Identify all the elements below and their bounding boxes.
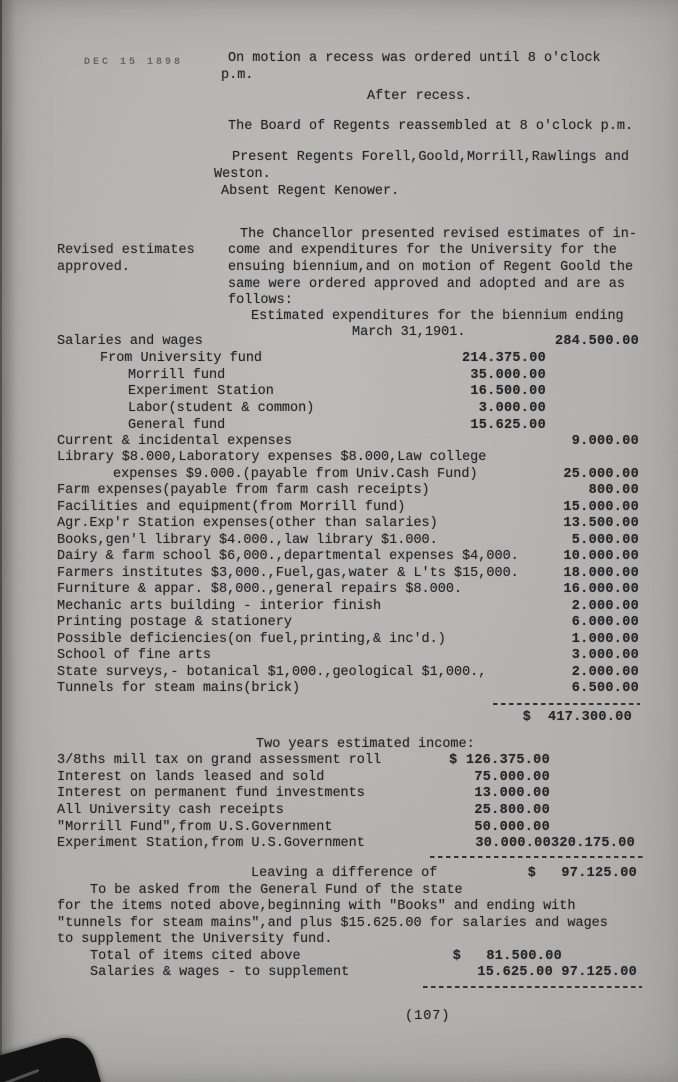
text-line: Weston. bbox=[214, 167, 271, 182]
amount: 16.500.00 bbox=[470, 384, 546, 399]
text-line: Books,gen'l library $4.000.,law library $1.000. bbox=[57, 533, 438, 548]
dashed-rule bbox=[423, 986, 642, 988]
text-line: Morrill fund bbox=[128, 368, 226, 383]
text-line: March 31,1901. bbox=[352, 325, 466, 340]
amount: 13.000.00 bbox=[474, 786, 550, 801]
amount: 800.00 bbox=[588, 483, 639, 498]
amount: 75.000.00 bbox=[474, 770, 550, 785]
dashed-rule bbox=[493, 703, 640, 705]
text-line: Farm expenses(payable from farm cash receipts) bbox=[57, 483, 430, 498]
text-line: From University fund bbox=[100, 351, 263, 366]
text-line: Salaries & wages - to supplement bbox=[90, 965, 350, 980]
text-line: "Morrill Fund",from U.S.Government bbox=[57, 820, 333, 835]
text-line: 3/8ths mill tax on grand assessment roll bbox=[57, 753, 382, 768]
amount: 25.800.00 bbox=[474, 803, 550, 818]
text-line: Possible deficiencies(on fuel,printing,& inc'd.) bbox=[57, 632, 446, 647]
amount: 30.000.00320.175.00 bbox=[475, 836, 635, 851]
text-line: General fund bbox=[128, 418, 226, 433]
amount: 5.000.00 bbox=[571, 533, 639, 548]
text-line: Printing postage & stationery bbox=[57, 615, 292, 630]
text-line: p.m. bbox=[221, 68, 254, 83]
text-line: State surveys,- botanical $1,000.,geological $1,000., bbox=[57, 665, 487, 680]
amount: 2.000.00 bbox=[571, 665, 639, 680]
text-line: Tunnels for steam mains(brick) bbox=[57, 681, 301, 696]
amount: 6.000.00 bbox=[571, 615, 639, 630]
amount: 9.000.00 bbox=[571, 434, 639, 449]
amount: 2.000.00 bbox=[571, 599, 639, 614]
amount: 25.000.00 bbox=[563, 467, 639, 482]
text-line: Interest on lands leased and sold bbox=[57, 770, 325, 785]
text-line: expenses $9.000.(payable from Univ.Cash Fund) bbox=[113, 467, 478, 482]
amount: 18.000.00 bbox=[563, 566, 639, 581]
text-line: To be asked from the General Fund of the state bbox=[90, 883, 463, 898]
amount: 15.000.00 bbox=[563, 500, 639, 515]
text-line: come and expenditures for the University for the bbox=[228, 243, 617, 258]
text-line: Farmers institutes $3,000.,Fuel,gas,water & L'ts $15,000. bbox=[57, 566, 519, 581]
amount: $ 126.375.00 bbox=[449, 753, 550, 768]
total-amount: $ 81.500.00 bbox=[452, 949, 562, 964]
dashed-rule bbox=[430, 856, 643, 858]
amount: 13.500.00 bbox=[563, 516, 639, 531]
text-line: Present Regents Forell,Goold,Morrill,Rawlings and bbox=[232, 150, 629, 165]
amount: 6.500.00 bbox=[571, 681, 639, 696]
text-line: Experiment Station bbox=[128, 384, 274, 399]
text-line: Interest on permanent fund investments bbox=[57, 786, 365, 801]
text-line: for the items noted above,beginning with "Books" and ending with bbox=[57, 899, 576, 914]
text-line: The Board of Regents reassembled at 8 o'clock p.m. bbox=[228, 119, 634, 134]
text-line: Furniture & appar. $8,000.,general repairs $8.000. bbox=[57, 582, 463, 597]
amount: 3.000.00 bbox=[571, 648, 639, 663]
amount: 35.000.00 bbox=[470, 368, 546, 383]
text-line: After recess. bbox=[367, 89, 473, 104]
text-line: same were ordered approved and adopted and are as bbox=[228, 277, 625, 292]
scan-edge-shadow bbox=[0, 0, 16, 1082]
text-line: ensuing biennium,and on motion of Regent Goold the bbox=[228, 260, 634, 275]
text-line: Absent Regent Kenower. bbox=[221, 184, 400, 199]
text-line: Total of items cited above bbox=[90, 949, 301, 964]
text-line: Salaries and wages bbox=[57, 334, 203, 349]
amount: 16.000.00 bbox=[563, 582, 639, 597]
binding-line bbox=[0, 0, 2, 1082]
text-line: The Chancellor presented revised estimates of in- bbox=[240, 227, 637, 242]
text-line: Facilities and equipment(from Morrill fund) bbox=[57, 500, 406, 515]
page-number: (107) bbox=[405, 1009, 451, 1024]
text-line: Mechanic arts building - interior finish bbox=[57, 599, 382, 614]
total-amount: $ 417.300.00 bbox=[522, 710, 632, 725]
corner-reflection bbox=[0, 1069, 40, 1082]
amount: 10.000.00 bbox=[563, 549, 639, 564]
date-stamp: DEC 15 1898 bbox=[84, 57, 184, 68]
amount: 214.375.00 bbox=[461, 351, 546, 366]
text-line: On motion a recess was ordered until 8 o'clock bbox=[228, 51, 601, 66]
margin-note: Revised estimates bbox=[57, 243, 195, 258]
total-amount: 15.625.00 97.125.00 bbox=[477, 965, 637, 980]
text-line: Estimated expenditures for the biennium ending bbox=[251, 309, 624, 324]
amount: 3.000.00 bbox=[478, 401, 546, 416]
text-line: Labor(student & common) bbox=[128, 401, 315, 416]
text-line: Dairy & farm school $6,000.,departmental expenses $4,000. bbox=[57, 549, 519, 564]
text-line: Library $8.000,Laboratory expenses $8.000,Law college bbox=[57, 450, 487, 465]
photographed-corner-object bbox=[0, 1031, 116, 1082]
margin-note: approved. bbox=[57, 260, 130, 275]
text-line: School of fine arts bbox=[57, 648, 211, 663]
text-line: Experiment Station,from U.S.Government bbox=[57, 836, 365, 851]
text-line: "tunnels for steam mains",and plus $15.625.00 for salaries and wages bbox=[57, 916, 608, 931]
amount: 284.500.00 bbox=[554, 334, 639, 349]
total-amount: $ 97.125.00 bbox=[527, 866, 637, 881]
amount: 50.000.00 bbox=[474, 820, 550, 835]
amount: 15.625.00 bbox=[470, 418, 546, 433]
text-line: to supplement the University fund. bbox=[57, 932, 333, 947]
text-line: Agr.Exp'r Station expenses(other than salaries) bbox=[57, 516, 438, 531]
text-line: Leaving a difference of bbox=[251, 866, 438, 881]
text-line: follows: bbox=[228, 293, 293, 308]
text-line: Current & incidental expenses bbox=[57, 434, 292, 449]
text-line: Two years estimated income: bbox=[256, 737, 475, 752]
text-line: All University cash receipts bbox=[57, 803, 284, 818]
amount: 1.000.00 bbox=[571, 632, 639, 647]
